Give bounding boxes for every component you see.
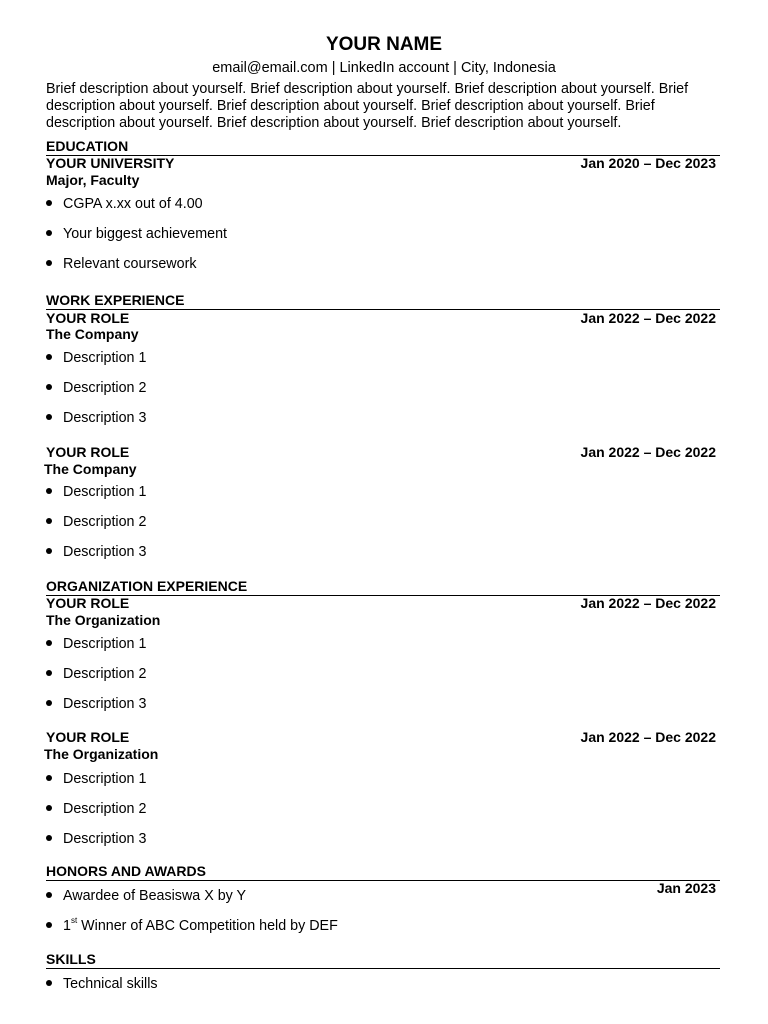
skills-heading: SKILLS: [46, 951, 96, 967]
contact-line: email@email.com | LinkedIn account | City, Indonesia: [212, 60, 556, 76]
role-dates: Jan 2022 – Dec 2022: [580, 729, 716, 745]
list-item: Description 2: [46, 801, 146, 818]
list-item: Description 1: [46, 484, 146, 501]
education-dates: Jan 2020 – Dec 2023: [580, 155, 716, 171]
bullet-icon: [46, 700, 52, 706]
list-item: Description 1: [46, 350, 146, 367]
role-title: YOUR ROLE: [46, 310, 130, 326]
bullet-icon: [46, 260, 52, 266]
honors-rule: [46, 880, 720, 881]
bullet-icon: [46, 980, 52, 986]
honors-heading: HONORS AND AWARDS: [46, 863, 206, 879]
role-dates: Jan 2022 – Dec 2022: [580, 310, 716, 326]
organization-name: The Organization: [46, 612, 161, 628]
bullet-icon: [46, 488, 52, 494]
award-date: Jan 2023: [656, 880, 716, 896]
bullet-icon: [46, 548, 52, 554]
list-item: Description 1: [46, 771, 146, 788]
bullet-icon: [46, 414, 52, 420]
bullet-icon: [46, 892, 52, 898]
bullet-icon: [46, 518, 52, 524]
organization-heading: ORGANIZATION EXPERIENCE: [46, 578, 248, 594]
work-heading: WORK EXPERIENCE: [46, 292, 185, 308]
company-name: The Company: [46, 326, 139, 342]
university-name: YOUR UNIVERSITY: [46, 155, 175, 171]
organization-name: The Organization: [44, 746, 159, 762]
resume-name: YOUR NAME: [325, 34, 443, 55]
bullet-icon: [46, 640, 52, 646]
list-item: Description 3: [46, 696, 146, 713]
role-dates: Jan 2022 – Dec 2022: [580, 444, 716, 460]
summary-paragraph: Brief description about yourself. Brief description about yourself. Brief description about yourself. Brief description about yourself. Brief description about yourself. Brief description about yourself. Brief description about yourself. Brief description about yourself. Brief description about yourself.: [46, 81, 689, 131]
education-heading: EDUCATION: [46, 138, 129, 154]
list-item: Your biggest achievement: [46, 226, 227, 243]
list-item: Technical skills: [46, 976, 158, 993]
list-item: Description 2: [46, 666, 146, 683]
role-dates: Jan 2022 – Dec 2022: [580, 595, 716, 611]
bullet-icon: [46, 670, 52, 676]
bullet-icon: [46, 354, 52, 360]
list-item: Awardee of Beasiswa X by Y: [46, 888, 246, 905]
role-title: YOUR ROLE: [46, 444, 130, 460]
list-item: CGPA x.xx out of 4.00: [46, 196, 203, 213]
list-item: Description 2: [46, 380, 146, 397]
list-item: 1st Winner of ABC Competition held by DEF: [46, 918, 338, 935]
bullet-icon: [46, 835, 52, 841]
bullet-icon: [46, 230, 52, 236]
bullet-icon: [46, 200, 52, 206]
list-item: Description 3: [46, 544, 146, 561]
role-title: YOUR ROLE: [46, 595, 130, 611]
list-item: Description 3: [46, 410, 146, 427]
bullet-icon: [46, 922, 52, 928]
bullet-icon: [46, 805, 52, 811]
bullet-icon: [46, 775, 52, 781]
list-item: Description 3: [46, 831, 146, 848]
skills-rule: [46, 968, 720, 969]
bullet-icon: [46, 384, 52, 390]
major-faculty: Major, Faculty: [46, 172, 140, 188]
role-title: YOUR ROLE: [46, 729, 130, 745]
list-item: Description 1: [46, 636, 146, 653]
list-item: Relevant coursework: [46, 256, 197, 273]
company-name: The Company: [44, 461, 137, 477]
list-item: Description 2: [46, 514, 146, 531]
